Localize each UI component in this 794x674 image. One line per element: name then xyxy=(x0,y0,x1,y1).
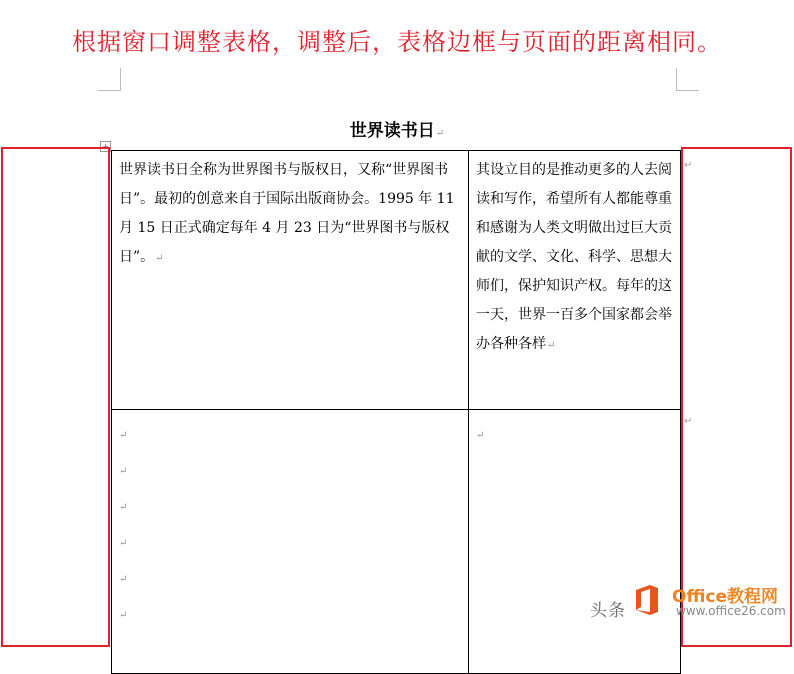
table-cell-r2c1[interactable] xyxy=(112,410,469,674)
paragraph-mark-icon: ↵ xyxy=(155,253,164,264)
watermark-source-text: 头条 xyxy=(590,601,626,621)
row-end-mark-icon: ↵ xyxy=(684,416,693,427)
document-title[interactable] xyxy=(0,116,794,141)
page-margin-corner-top-right xyxy=(676,68,699,91)
cell-text xyxy=(119,156,461,273)
instruction-caption: 根据窗口调整表格，调整后，表格边框与页面的距离相同。 xyxy=(72,28,722,56)
paragraph-mark-icon: ↵ xyxy=(119,466,128,477)
watermark-brand: Office教程网 xyxy=(672,587,779,607)
watermark-url: www.office26.com xyxy=(676,604,786,618)
row-end-mark-icon: ↵ xyxy=(684,160,693,171)
paragraph-mark-icon: ↵ xyxy=(119,430,128,441)
cell-text xyxy=(476,156,673,360)
office-logo-icon xyxy=(632,584,662,616)
paragraph-mark-icon: ↵ xyxy=(119,574,128,585)
table-cell-r1c1[interactable] xyxy=(112,151,469,410)
table-row xyxy=(112,410,681,674)
annotation-left-margin-box xyxy=(1,147,110,647)
paragraph-mark-icon: ↵ xyxy=(119,538,128,549)
table-row xyxy=(112,151,681,410)
paragraph-mark-icon: ↵ xyxy=(476,430,485,441)
table-cell-r2c2[interactable] xyxy=(469,410,681,674)
paragraph-mark-icon: ↵ xyxy=(547,340,556,351)
watermark xyxy=(590,580,794,630)
cell-text-content: 其设立目的是推动更多的人去阅读和写作，希望所有人都能尊重和感谢为人类文明做出过巨大贡献的文学、文化、科学、思想大师们，保护知识产权。每年的这一天，世界一百多个国家都会举办各种各样 xyxy=(476,162,672,352)
paragraph-mark-icon: ↵ xyxy=(435,128,445,139)
table-move-handle-icon[interactable]: + xyxy=(100,141,111,152)
cell-text-content: 世界读书日全称为世界图书与版权日，又称“世界图书日”。最初的创意来自于国际出版商协会。1995 年 11 月 15 日正式确定每年 4 月 23 日为“世界图书与版权日”。 xyxy=(119,162,455,265)
paragraph-mark-icon: ↵ xyxy=(119,610,128,621)
paragraph-mark-icon: ↵ xyxy=(119,502,128,513)
table-cell-r1c2[interactable] xyxy=(469,151,681,410)
annotation-right-margin-box xyxy=(681,147,792,647)
page-margin-corner-top-left xyxy=(98,68,121,91)
document-title-text: 世界读书日 xyxy=(349,121,435,141)
